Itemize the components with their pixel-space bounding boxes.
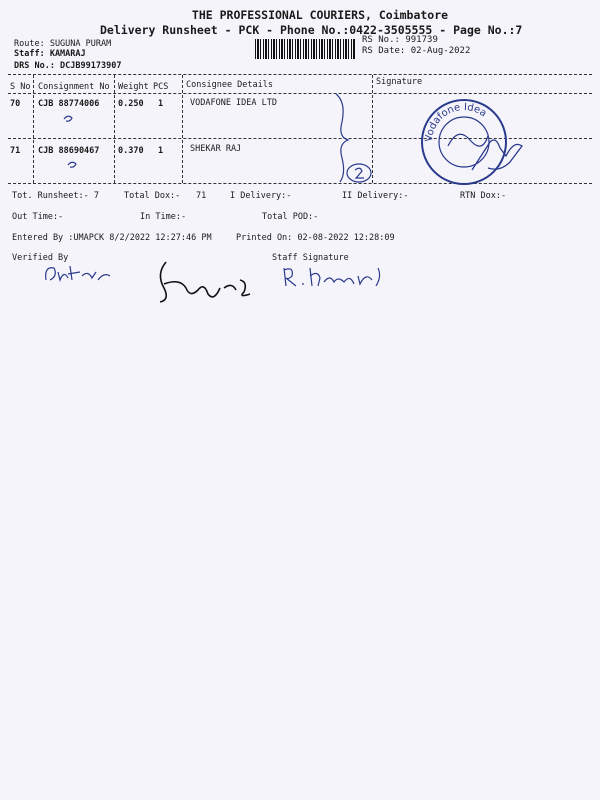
- row-consignment: CJB 88690467: [38, 146, 100, 156]
- header-signature: Signature: [376, 77, 423, 87]
- table-header-border: [8, 93, 592, 94]
- verifier-signature: [40, 258, 120, 288]
- rs-number: RS No.: 991739: [362, 35, 438, 45]
- total-dox-label: Total Dox:-: [124, 191, 181, 201]
- row-consignee: VODAFONE IDEA LTD: [190, 98, 277, 108]
- col-divider: [114, 75, 115, 183]
- drs-number: DRS No.: DCJB99173907: [14, 61, 122, 71]
- staff-signature-2: [278, 262, 388, 292]
- company-title: THE PROFESSIONAL COURIERS, Coimbatore: [191, 8, 449, 22]
- pen-mark-row1: [60, 112, 80, 126]
- brace-mark: [326, 92, 376, 187]
- stamp-signature: [470, 132, 525, 177]
- stamp-text: Vodafone Idea: [423, 101, 489, 143]
- ii-delivery: II Delivery:-: [342, 191, 409, 201]
- runsheet-subtitle: Delivery Runsheet - PCK - Phone No.:0422-3505555 - Page No.:7: [100, 23, 523, 37]
- row-consignment: CJB 88774006: [38, 99, 100, 109]
- row-sno: 71: [10, 146, 21, 156]
- entered-by: Entered By :UMAPCK 8/2/2022 12:27:46 PM: [12, 233, 212, 243]
- i-delivery: I Delivery:-: [230, 191, 292, 201]
- row-pcs: 1: [158, 146, 164, 156]
- route-text: Route: SUGUNA PURAM: [14, 39, 112, 49]
- header-weight: Weight: [118, 82, 149, 92]
- barcode-image: [255, 39, 355, 59]
- total-dox-value: 71: [196, 191, 207, 201]
- staff-text: Staff: KAMARAJ: [14, 49, 86, 59]
- pen-mark-row2: [64, 158, 84, 172]
- tot-runsheet: Tot. Runsheet:- 7: [12, 191, 99, 201]
- table-top-border: [8, 74, 592, 75]
- row-consignee: SHEKAR RAJ: [190, 144, 242, 154]
- staff-signature-1: [150, 258, 260, 306]
- col-divider: [33, 75, 34, 183]
- row-sno: 70: [10, 99, 21, 109]
- col-divider: [182, 75, 183, 183]
- out-time: Out Time:-: [12, 212, 64, 222]
- header-sno: S No: [10, 82, 31, 92]
- rtn-dox: RTN Dox:-: [460, 191, 507, 201]
- total-pod: Total POD:-: [262, 212, 319, 222]
- staff-signature-label: Staff Signature: [272, 253, 349, 263]
- row-pcs: 1: [158, 99, 164, 109]
- rs-date: RS Date: 02-Aug-2022: [362, 46, 471, 56]
- header-pcs: PCS: [153, 82, 169, 92]
- printed-on: Printed On: 02-08-2022 12:28:09: [236, 233, 395, 243]
- row-weight: 0.370: [118, 146, 144, 156]
- in-time: In Time:-: [140, 212, 187, 222]
- row-weight: 0.250: [118, 99, 144, 109]
- header-consignee: Consignee Details: [186, 80, 273, 90]
- verified-by-label: Verified By: [12, 253, 69, 263]
- header-consignment: Consignment No: [38, 82, 110, 92]
